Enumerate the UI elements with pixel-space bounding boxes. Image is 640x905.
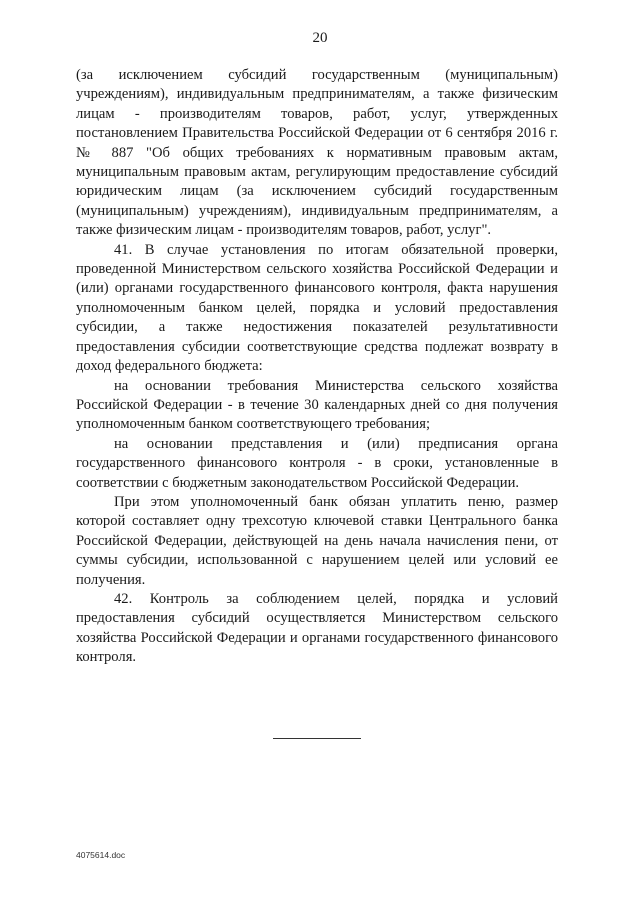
paragraph-penalty: При этом уполномоченный банк обязан уплатить пеню, размер которой составляет одну трехсотую ключевой ставки Центрального банка Российской Федерации, действующей на день начала начисления пени, от суммы субсидии, использованной с нарушением целей или условий ее получения. xyxy=(76,493,558,588)
paragraph-continuation: (за исключением субсидий государственным (муниципальным) учреждениям), индивидуальным предпринимателям, а также физическим лицам - производителям товаров, работ, услуг, утвержденных постановлением Правительства Российской Федерации от 6 сентября 2016 г. № 887 "Об общих требованиях к нормативным правовым актам, муниципальным правовым актам, регулирующим предоставление субсидий юридическим лицам (за исключением субсидий государственным (муниципальным) учреждениям), индивидуальным предпринимателям, а также физическим лицам - производителям товаров, работ, услуг". xyxy=(76,67,558,239)
paragraph-clause-42: 42. Контроль за соблюдением целей, порядка и условий предоставления субсидий осуществляется Министерством сельского хозяйства Российской Федерации и органами государственного финансового контроля. xyxy=(76,590,558,666)
document-body xyxy=(76,66,558,668)
end-separator-line xyxy=(273,738,361,739)
paragraph-clause-41-item-1: на основании требования Министерства сельского хозяйства Российской Федерации - в течение 30 календарных дней со дня получения уполномоченным банком соответствующего требования; xyxy=(76,377,558,433)
document-id-footer: 4075614.doc xyxy=(76,850,126,860)
paragraph-clause-41: 41. В случае установления по итогам обязательной проверки, проведенной Министерством сельского хозяйства Российской Федерации и (или) органами государственного финансового контроля, факта нарушения уполномоченным банком целей, порядка и условий предоставления субсидии, а также недостижения показателей результативности предоставления субсидии соответствующие средства подлежат возврату в доход федерального бюджета: xyxy=(76,241,558,375)
page-number: 20 xyxy=(312,30,328,46)
paragraph-clause-41-item-2: на основании представления и (или) предписания органа государственного финансового контроля - в сроки, установленные в соответствии с бюджетным законодательством Российской Федерации. xyxy=(76,435,558,491)
